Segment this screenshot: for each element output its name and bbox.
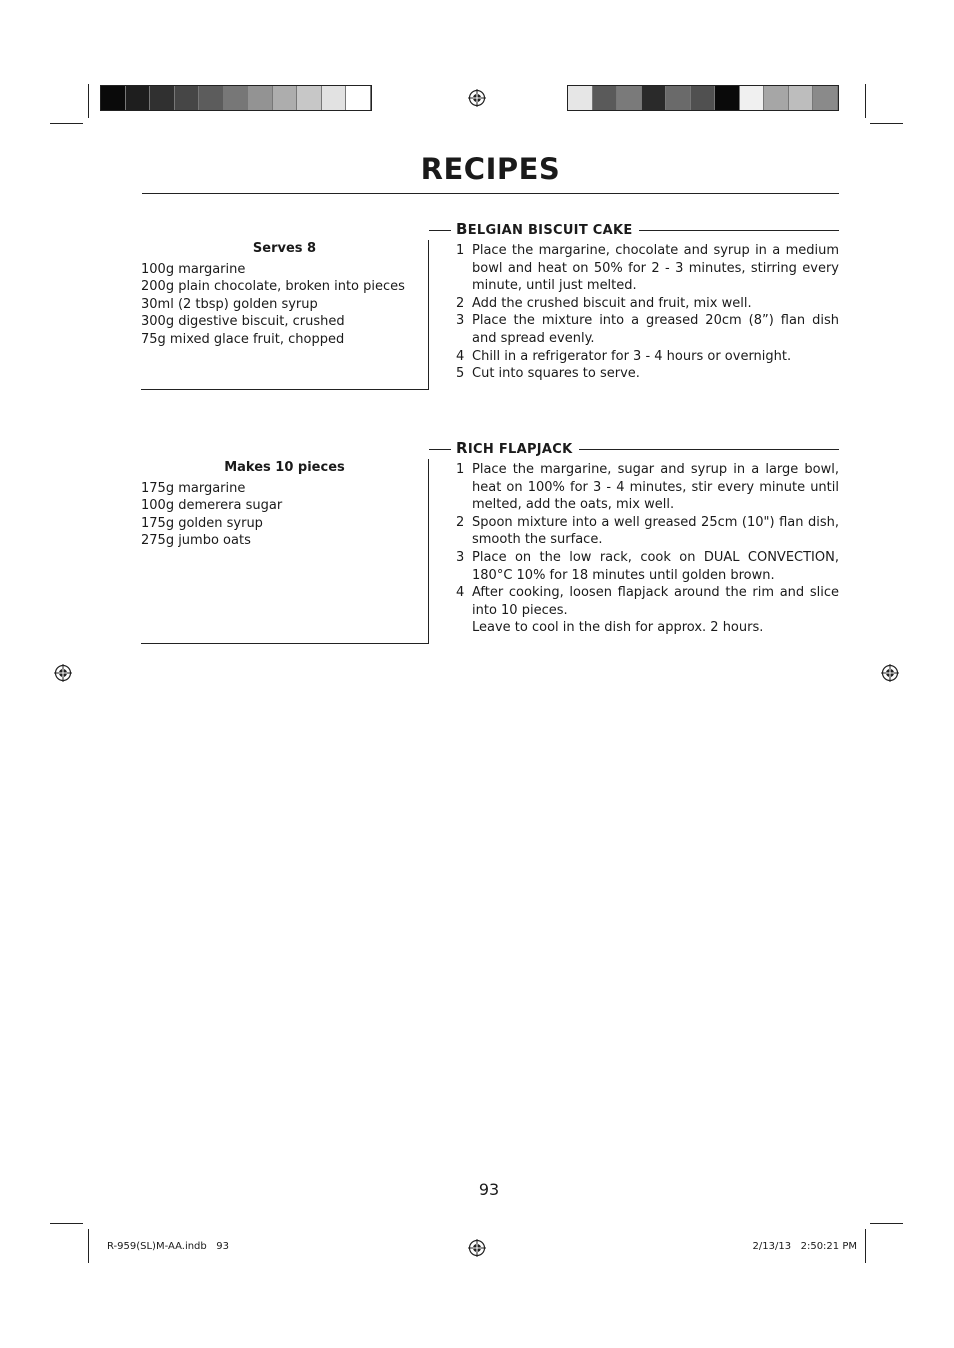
serves-label: Serves 8 bbox=[252, 241, 317, 256]
step-number: 3 bbox=[456, 313, 465, 329]
step-number: 5 bbox=[456, 366, 465, 382]
step-text: Place the margarine, chocolate and syrup in a medium bowl and heat on 50% for 2 - 3 minutes, stirring every minute, until just melted. bbox=[472, 243, 839, 294]
step-number: 4 bbox=[456, 348, 465, 364]
method-steps-rich-flapjack bbox=[456, 461, 839, 637]
step-text: Place on the low rack, cook on DUAL CONVECTION, 180°C 10% for 18 minutes until golden brown. bbox=[472, 549, 839, 583]
crop-mark bbox=[865, 84, 866, 118]
crop-mark bbox=[865, 1229, 866, 1263]
color-swatch bbox=[642, 86, 667, 110]
step-number: 2 bbox=[456, 514, 465, 530]
registration-mark-icon bbox=[468, 89, 486, 107]
recipe-name bbox=[456, 220, 639, 238]
ingredient-item: 275g jumbo oats bbox=[141, 533, 251, 549]
method-step bbox=[456, 365, 839, 383]
step-text: After cooking, loosen flapjack around the rim and slice into 10 pieces. bbox=[472, 585, 839, 618]
registration-mark-icon bbox=[881, 664, 899, 682]
color-swatch bbox=[789, 86, 814, 110]
page-number: 93 bbox=[478, 1180, 500, 1199]
heading-rule bbox=[429, 449, 451, 450]
color-swatch bbox=[813, 86, 838, 110]
step-number: 3 bbox=[456, 549, 465, 565]
step-text: Leave to cool in the dish for approx. 2 hours. bbox=[472, 620, 764, 636]
color-swatch bbox=[322, 86, 347, 110]
color-bar-right bbox=[567, 85, 839, 111]
page-title: RECIPES bbox=[420, 152, 561, 186]
color-swatch bbox=[666, 86, 691, 110]
step-text: Cut into squares to serve. bbox=[472, 366, 640, 382]
method-step bbox=[456, 514, 839, 549]
method-step bbox=[456, 584, 839, 619]
ingredient-item: 75g mixed glace fruit, chopped bbox=[141, 331, 345, 347]
color-swatch bbox=[617, 86, 642, 110]
color-swatch bbox=[297, 86, 322, 110]
recipe-name bbox=[456, 439, 579, 457]
crop-mark bbox=[50, 123, 83, 124]
step-number bbox=[456, 619, 472, 637]
ingredient-item: 175g golden syrup bbox=[141, 515, 263, 531]
method-step bbox=[456, 312, 839, 347]
method-step bbox=[456, 242, 839, 295]
ingredient-item: 30ml (2 tbsp) golden syrup bbox=[141, 296, 318, 312]
crop-mark bbox=[870, 1223, 903, 1224]
step-text: Place the margarine, sugar and syrup in a large bowl, heat on 100% for 3 - 4 minutes, stir every minute until melted, add the oats, mix well. bbox=[472, 462, 839, 513]
color-swatch bbox=[691, 86, 716, 110]
method-step bbox=[456, 461, 839, 514]
color-swatch bbox=[175, 86, 200, 110]
color-swatch bbox=[150, 86, 175, 110]
recipe-heading-rich-flapjack bbox=[429, 439, 839, 459]
step-number: 1 bbox=[456, 462, 465, 477]
ingredients-box-belgian-biscuit-cake bbox=[141, 240, 429, 390]
color-swatch bbox=[126, 86, 151, 110]
recipe-name-rest: ICH FLAPJACK bbox=[467, 442, 573, 457]
color-swatch bbox=[593, 86, 618, 110]
crop-mark bbox=[50, 1223, 83, 1224]
crop-mark bbox=[88, 84, 89, 118]
color-swatch bbox=[568, 86, 593, 110]
method-step bbox=[456, 295, 839, 313]
heading-rule bbox=[429, 230, 451, 231]
color-swatch bbox=[764, 86, 789, 110]
serves-label: Makes 10 pieces bbox=[224, 460, 345, 475]
color-swatch bbox=[715, 86, 740, 110]
color-swatch bbox=[224, 86, 249, 110]
color-swatch bbox=[101, 86, 126, 110]
recipe-name-rest: ELGIAN BISCUIT CAKE bbox=[467, 223, 633, 238]
step-text: Chill in a refrigerator for 3 - 4 hours or overnight. bbox=[472, 348, 792, 364]
color-swatch bbox=[248, 86, 273, 110]
color-bar-left bbox=[100, 85, 372, 111]
ingredient-item: 100g margarine bbox=[141, 261, 246, 277]
ingredient-item: 200g plain chocolate, broken into pieces bbox=[141, 279, 405, 295]
registration-mark-icon bbox=[54, 664, 72, 682]
color-swatch bbox=[346, 86, 371, 110]
step-text: Place the mixture into a greased 20cm (8”) flan dish and spread evenly. bbox=[472, 313, 839, 346]
title-divider bbox=[142, 193, 839, 194]
method-step bbox=[456, 619, 839, 637]
method-steps-belgian-biscuit-cake bbox=[456, 242, 839, 383]
registration-mark-icon bbox=[468, 1239, 486, 1257]
ingredient-item: 100g demerera sugar bbox=[141, 498, 283, 514]
step-number: 1 bbox=[456, 243, 465, 258]
color-swatch bbox=[273, 86, 298, 110]
ingredients-box-rich-flapjack bbox=[141, 459, 429, 644]
step-number: 2 bbox=[456, 295, 465, 311]
footer-file-label: R-959(SL)M-AA.indb 93 bbox=[107, 1241, 230, 1252]
ingredient-item: 300g digestive biscuit, crushed bbox=[141, 314, 345, 330]
method-step bbox=[456, 549, 839, 584]
recipe-name-initial: B bbox=[456, 220, 468, 238]
color-swatch bbox=[199, 86, 224, 110]
heading-rule bbox=[629, 230, 839, 231]
method-step bbox=[456, 348, 839, 366]
step-text: Spoon mixture into a well greased 25cm (10") flan dish, smooth the surface. bbox=[472, 514, 839, 548]
step-number: 4 bbox=[456, 585, 465, 601]
ingredient-item: 175g margarine bbox=[141, 480, 246, 496]
step-text: Add the crushed biscuit and fruit, mix well. bbox=[472, 295, 752, 311]
color-swatch bbox=[740, 86, 765, 110]
recipe-name-initial: R bbox=[456, 439, 468, 457]
recipe-heading-belgian-biscuit-cake bbox=[429, 220, 839, 240]
footer-timestamp: 2/13/13 2:50:21 PM bbox=[752, 1241, 857, 1252]
crop-mark bbox=[88, 1229, 89, 1263]
crop-mark bbox=[870, 123, 903, 124]
heading-rule bbox=[579, 449, 839, 450]
